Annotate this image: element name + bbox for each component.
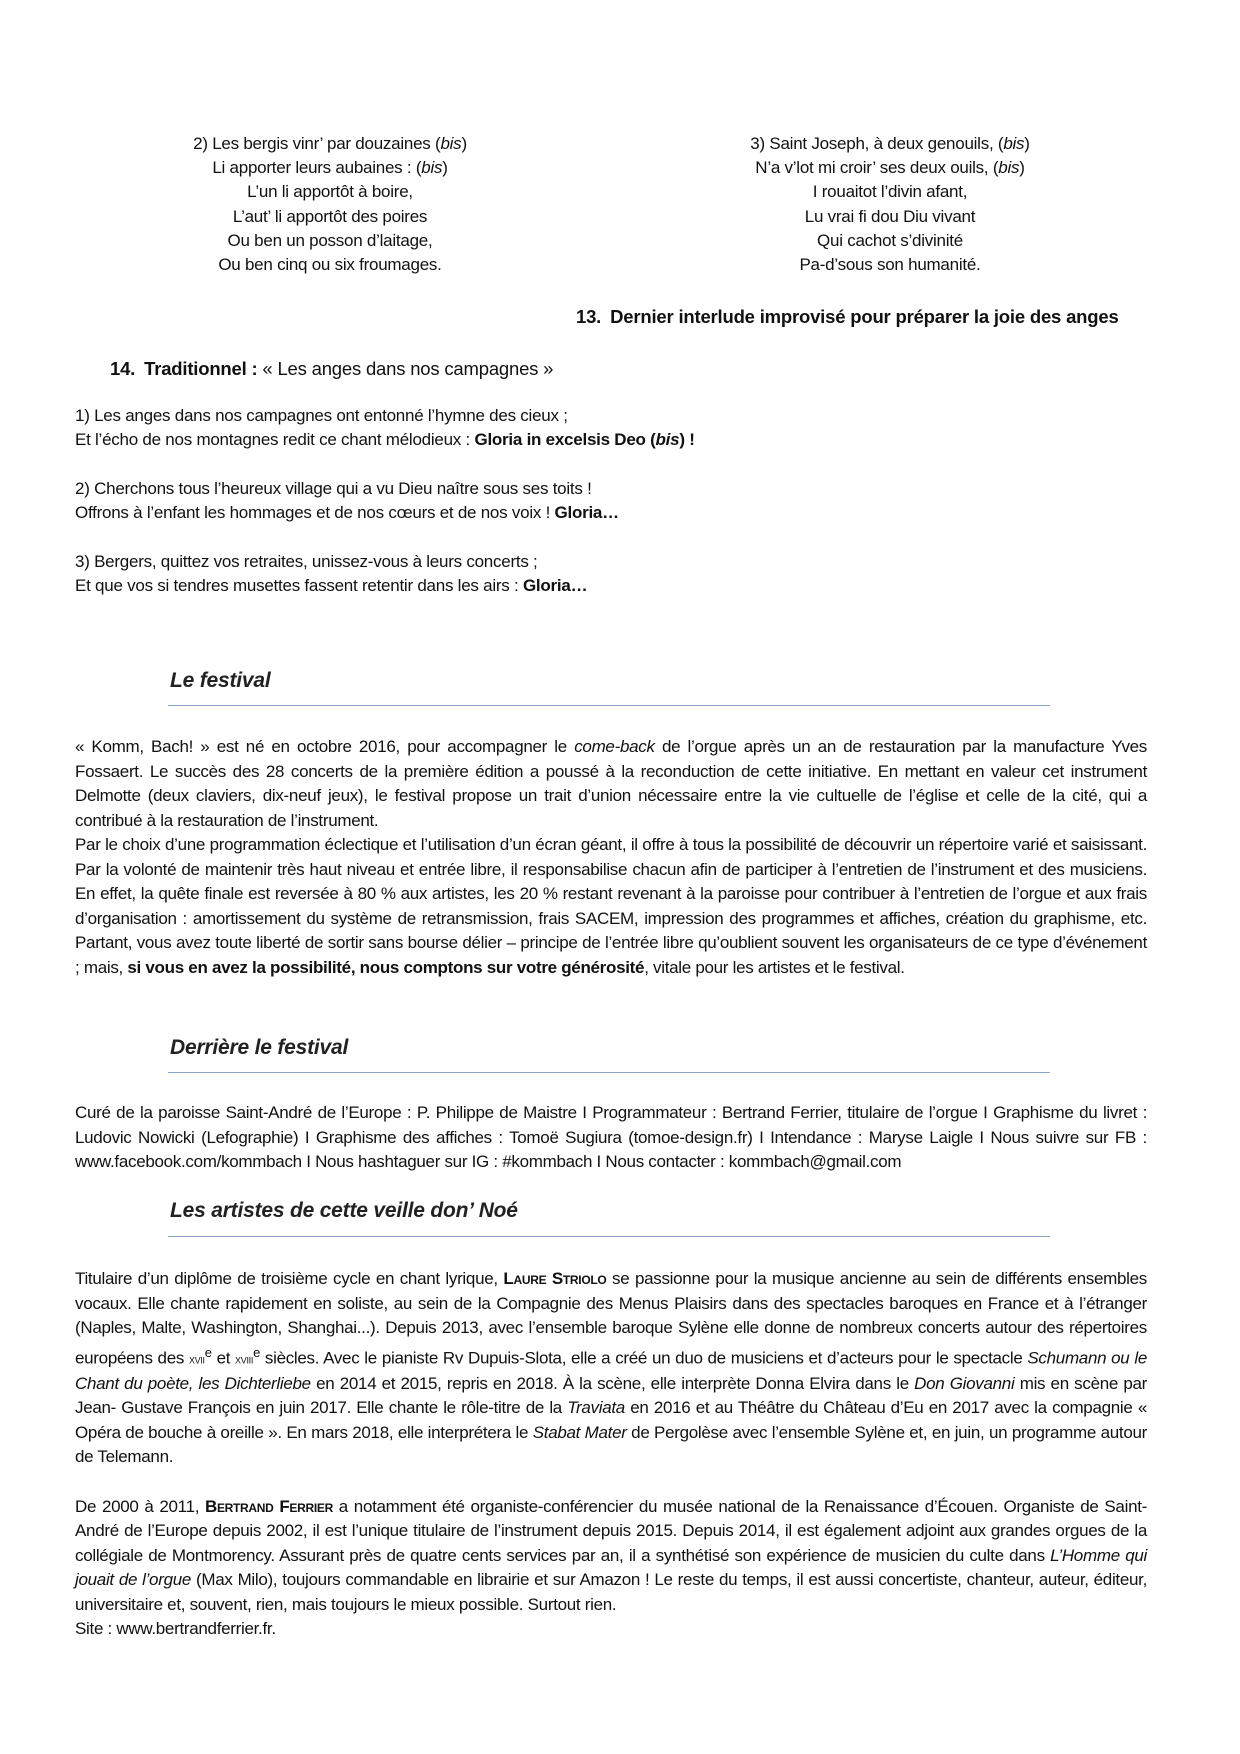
stanza-line: Pa-d’sous son humanité. — [799, 255, 981, 275]
verse-1 — [75, 404, 1155, 453]
artist-site: Site : www.bertrandferrier.fr. — [75, 1619, 276, 1639]
festival-text — [75, 735, 1147, 980]
verse-2 — [75, 477, 1155, 526]
stanza-line: L’un li apportôt à boire, — [247, 182, 413, 202]
item-title: Traditionnel : — [144, 358, 258, 379]
stanza-line: I rouaitot l’divin afant, — [812, 182, 968, 202]
stanza-line: L’aut’ li apportôt des poires — [232, 206, 428, 226]
item-subtitle: « Les anges dans nos campagnes » — [262, 358, 554, 379]
stanza-left — [100, 132, 560, 277]
behind-text — [75, 1101, 1147, 1175]
bio-laure-striolo: Titulaire d’un diplôme de troisième cycle en chant lyrique, Laure Striolo se passionne pour la musique ancienne au sein de différents ensembles vocaux. Elle chante rapidement en soliste, au sein de la Compagnie des Menus Plaisirs dans des spectacles baroques en France et à l’étranger (Naples, Malte, Washington, Shanghai...). Depuis 2013, avec l’ensemble baroque Sylène elle donne de nombreux concerts autour des répertoires européens des xvii$^e$ et xviii$^e$ siècles. Avec le pianiste Rv Dupuis-Slota, elle a créé un duo de musiciens et d’acteurs pour le spectacle Schumann ou le Chant du poète, les Dichterliebe en 2014 et 2015, repris en 2018. À la scène, elle interprète Donna Elvira dans le Don Giovanni mis en scène par Jean- Gustave François en juin 2017. Elle chante le rôle-titre de la Traviata en 2016 et au Théâtre du Château d’Eu en 2017 avec la compagnie « Opéra de bouche à oreille ». En mars 2018, elle interprétera le Stabat Mater de Pergolèse avec l’ensemble Sylène et, en juin, un programme autour de Telemann. — [75, 1269, 1147, 1467]
section-title-behind: Derrière le festival — [170, 1036, 349, 1059]
item-number: 14. — [110, 358, 136, 379]
stanza-right — [660, 132, 1120, 277]
festival-paragraph-2: Par le choix d’une programmation éclectique et l’utilisation d’un écran géant, il offre à tous la possibilité de découvrir un répertoire varié et saisissant. Par la volonté de maintenir très haut niveau et entrée libre, il responsabilise chacun afin de participer à l’entretien de l’instrument et des musiciens. En effet, la quête finale est reversée à 80 % aux artistes, les 20 % restant revenant à la paroisse pour contribuer à l’entretien de l’orgue et aux frais d’organisation : amortissement du système de retransmission, frais SACEM, impression des programmes et affiches, création du graphisme, etc. Partant, vous avez toute liberté de sortir sans bourse délier – principe de l’entrée libre qu’oublient souvent les organisateurs de ce type d’événement ; mais, si vous en avez la possibilité, nous comptons sur votre générosité, vitale pour les artistes et le festival. — [75, 835, 1147, 977]
section-divider — [168, 705, 1050, 706]
section-title-festival: Le festival — [170, 669, 271, 692]
section-divider — [168, 1072, 1050, 1073]
bio-bertrand-ferrier: De 2000 à 2011, Bertrand Ferrier a notamment été organiste-conférencier du musée national de la Renaissance d’Écouen. Organiste de Saint-André de l’Europe depuis 2002, il est l’unique titulaire de l’instrument depuis 2015. Depuis 2014, il est également adjoint aux grandes orgues de la collégiale de Montmorency. Assurant près de quatre cents services par an, il a synthétisé son expérience de musicien du culte dans L’Homme qui jouait de l’orgue (Max Milo), toujours commandable en librairie et sur Amazon ! Le reste du temps, il est aussi concertiste, chanteur, auteur, éditeur, universitaire et, souvent, rien, mais toujours le mieux possible. Surtout rien. — [75, 1496, 1148, 1614]
artist-name: Laure Striolo — [503, 1269, 607, 1288]
stanza-line: N’a v’lot mi croir’ ses deux ouils, (bis) — [755, 158, 1025, 178]
verse-3 — [75, 550, 1155, 599]
verse-line: 1) Les anges dans nos campagnes ont entonné l’hymne des cieux ; — [75, 406, 568, 425]
stanza-line: Ou ben cinq ou six froumages. — [218, 255, 442, 275]
verse-line: Et que vos si tendres musettes fassent retentir dans les airs : Gloria… — [75, 576, 588, 596]
stanza-line: 2) Les bergis vinr’ par douzaines (bis) — [193, 134, 467, 153]
section-divider — [168, 1236, 1050, 1237]
stanza-line: Lu vrai fi dou Diu vivant — [804, 206, 976, 226]
item-number: 13. — [576, 306, 602, 327]
verse-line: Offrons à l’enfant les hommages et de nos cœurs et de nos voix ! Gloria… — [75, 503, 619, 523]
stanza-line: Qui cachot s’divinité — [817, 230, 963, 250]
festival-paragraph-1: « Komm, Bach! » est né en octobre 2016, pour accompagner le come-back de l’orgue après un an de restauration par la manufacture Yves Fossaert. Le succès des 28 concerts de la première édition a poussé à la reconduction de cette initiative. En mettant en valeur cet instrument Delmotte (deux claviers, dix-neuf jeux), le festival propose un trait d’union nécessaire entre la vie cultuelle de l’église et celle de la cité, qui a contribué à la restauration de l’instrument. — [75, 737, 1147, 830]
credits-paragraph: Curé de la paroisse Saint-André de l’Europe : P. Philippe de Maistre I Programmateur : Bertrand Ferrier, titulaire de l’orgue I Graphisme du livret : Ludovic Nowicki (Lefographie) I Graphisme des affiches : Tomoë Sugiura (tomoe-design.fr) I Intendance : Maryse Laigle I Nous suivre sur FB : www.facebook.com/kommbach I Nous hashtaguer sur IG : #kommbach I Nous contacter : kommbach@gmail.com — [75, 1103, 1147, 1172]
stanza-line: Ou ben un posson d’laitage, — [227, 230, 433, 250]
item-title: Dernier interlude improvisé pour préparer la joie des anges — [610, 306, 1119, 327]
stanza-line: Li apporter leurs aubaines : (bis) — [212, 158, 448, 178]
verse-line: 3) Bergers, quittez vos retraites, unissez-vous à leurs concerts ; — [75, 552, 538, 571]
program-item-14 — [110, 358, 553, 380]
verse-line: Et l’écho de nos montagnes redit ce chant mélodieux : Gloria in excelsis Deo (bis) ! — [75, 430, 695, 450]
section-title-artists: Les artistes de cette veille don’ Noé — [170, 1199, 518, 1222]
verse-line: 2) Cherchons tous l’heureux village qui a vu Dieu naître sous ses toits ! — [75, 479, 592, 498]
artists-text — [75, 1267, 1147, 1642]
program-item-13 — [576, 306, 1119, 328]
stanza-line: 3) Saint Joseph, à deux genouils, (bis) — [750, 134, 1030, 153]
artist-name: Bertrand Ferrier — [204, 1496, 333, 1516]
